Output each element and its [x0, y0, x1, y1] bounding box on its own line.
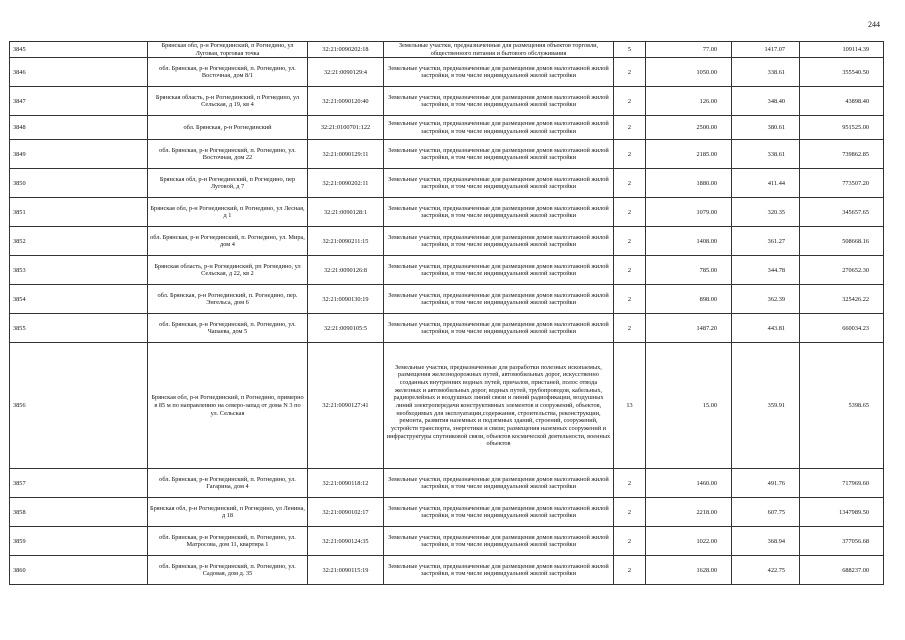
group-cell: 2: [614, 87, 646, 116]
rate-cell: 320.35: [732, 198, 800, 227]
row-number: 3858: [10, 498, 148, 527]
cadastral-value-cell: 325426.22: [800, 285, 884, 314]
cadastral-value-cell: 355540.50: [800, 58, 884, 87]
area-cell: 77.00: [646, 42, 732, 58]
area-cell: 2500.00: [646, 116, 732, 140]
cadastral-value-cell: 1347989.50: [800, 498, 884, 527]
rate-cell: 348.40: [732, 87, 800, 116]
table-row: [10, 169, 884, 198]
area-cell: 15.00: [646, 343, 732, 469]
table-row: [10, 498, 884, 527]
row-number: 3850: [10, 169, 148, 198]
group-cell: 2: [614, 256, 646, 285]
land-purpose-cell: Земельные участки, предназначенные для размещения домов малоэтажной жилой застройки, в том числе индивидуальной жилой застройки: [384, 556, 614, 585]
cadastral-value-cell: 773507.20: [800, 169, 884, 198]
area-cell: 1408.00: [646, 227, 732, 256]
land-purpose-cell: Земельные участки, предназначенные для размещения домов малоэтажной жилой застройки, в том числе индивидуальной жилой застройки: [384, 58, 614, 87]
table-row: [10, 227, 884, 256]
group-cell: 2: [614, 198, 646, 227]
rate-cell: 368.94: [732, 527, 800, 556]
cadastral-number-cell: 32:21:0090202:11: [308, 169, 384, 198]
row-number: 3853: [10, 256, 148, 285]
cadastral-value-cell: 739862.85: [800, 140, 884, 169]
row-number: 3851: [10, 198, 148, 227]
group-cell: 5: [614, 42, 646, 58]
row-number: 3859: [10, 527, 148, 556]
table-row: [10, 343, 884, 469]
land-purpose-cell: Земельные участки, предназначенные для размещения домов малоэтажной жилой застройки, в том числе индивидуальной жилой застройки: [384, 198, 614, 227]
land-purpose-cell: Земельные участки, предназначенные для размещения домов малоэтажной жилой застройки, в том числе индивидуальной жилой застройки: [384, 227, 614, 256]
address-cell: Брянская обл, р-н Рогнединский, п Рогнедино, пер Луговой, д 7: [148, 169, 308, 198]
land-purpose-cell: Земельные участки, предназначенные для размещения объектов торговли, общественного питания и бытового обслуживания: [384, 42, 614, 58]
row-number: 3856: [10, 343, 148, 469]
group-cell: 2: [614, 556, 646, 585]
row-number: 3855: [10, 314, 148, 343]
land-purpose-cell: Земельные участки, предназначенные для размещения домов малоэтажной жилой застройки, в том числе индивидуальной жилой застройки: [384, 140, 614, 169]
area-cell: 2218.00: [646, 498, 732, 527]
table-row: [10, 140, 884, 169]
row-number: 3854: [10, 285, 148, 314]
land-purpose-cell: Земельные участки, предназначенные для размещения домов малоэтажной жилой застройки, в том числе индивидуальной жилой застройки: [384, 527, 614, 556]
address-cell: Брянская область, р-н Рогнединский, рп Рогнедино, ул Сельская, д 22, кв 2: [148, 256, 308, 285]
cadastral-value-cell: 377056.68: [800, 527, 884, 556]
table-row: [10, 556, 884, 585]
land-purpose-cell: Земельные участки, предназначенные для размещения домов малоэтажной жилой застройки, в том числе индивидуальной жилой застройки: [384, 256, 614, 285]
area-cell: 1487.20: [646, 314, 732, 343]
address-cell: Брянская обл, р-н Рогнединский, п Рогнедино, примерно в 85 м по направлению на северо-запад от дома N 3 по ул. Сельская: [148, 343, 308, 469]
rate-cell: 338.61: [732, 58, 800, 87]
cadastral-value-cell: 717969.60: [800, 469, 884, 498]
row-number: 3848: [10, 116, 148, 140]
cadastral-value-cell: 43898.40: [800, 87, 884, 116]
rate-cell: 359.91: [732, 343, 800, 469]
rate-cell: 361.27: [732, 227, 800, 256]
table-row: [10, 527, 884, 556]
rate-cell: 338.61: [732, 140, 800, 169]
area-cell: 1022.00: [646, 527, 732, 556]
cadastral-number-cell: 32:21:0090126:8: [308, 256, 384, 285]
address-cell: обл. Брянская, р-н Рогнединский, п. Рогнедино, ул. Восточная, дом 22: [148, 140, 308, 169]
cadastral-number-cell: 32:21:0090202:18: [308, 42, 384, 58]
land-purpose-cell: Земельные участки, предназначенные для разработки полезных ископаемых, размещения железнодорожных путей, автомобильных дорог, искусственно созданных внутренних водных путей, причалов, пристаней, полос отвода железных и автомобильных дорог, водных путей, трубопроводов, кабельных, радиорелейных и воздушных линий связи и линий радиофикации, воздушных линий электропередачи конструктивных элементов и сооружений, объектов, необходимых для эксплуатации,содержания, строительства, реконструкции, ремонта, развития наземных и подземных зданий, строений, сооружений, устройств транспорта, энергетики и связи; размещения наземных сооружений и инфраструктуры спутниковой связи, объектов космической деятельности, военных объектов: [384, 343, 614, 469]
cadastral-number-cell: 32:21:0090128:1: [308, 198, 384, 227]
row-number: 3846: [10, 58, 148, 87]
land-purpose-cell: Земельные участки, предназначенные для размещения домов малоэтажной жилой застройки, в том числе индивидуальной жилой застройки: [384, 87, 614, 116]
address-cell: Брянская область, р-н Рогнединский, п Рогнедино, ул Сельская, д 19, кв 4: [148, 87, 308, 116]
area-cell: 126.00: [646, 87, 732, 116]
address-cell: обл. Брянская, р-н Рогнединский, п. Рогнедино, пер. Энгельса, дом 6: [148, 285, 308, 314]
group-cell: 2: [614, 314, 646, 343]
cadastral-value-cell: 951525.00: [800, 116, 884, 140]
row-number: 3849: [10, 140, 148, 169]
cadastral-number-cell: 32:21:0090129:4: [308, 58, 384, 87]
group-cell: 2: [614, 527, 646, 556]
address-cell: обл. Брянская, р-н Рогнединский, п. Рогнедино, ул. Садовая, дом д. 35: [148, 556, 308, 585]
rate-cell: 362.39: [732, 285, 800, 314]
table-row: [10, 116, 884, 140]
group-cell: 2: [614, 140, 646, 169]
cadastral-number-cell: 32:21:0100701:122: [308, 116, 384, 140]
cadastral-number-cell: 32:21:0090115:19: [308, 556, 384, 585]
row-number: 3845: [10, 42, 148, 58]
land-purpose-cell: Земельные участки, предназначенные для размещения домов малоэтажной жилой застройки, в том числе индивидуальной жилой застройки: [384, 314, 614, 343]
area-cell: 898.00: [646, 285, 732, 314]
cadastral-value-cell: 688237.00: [800, 556, 884, 585]
cadastral-value-cell: 660034.23: [800, 314, 884, 343]
address-cell: Брянская обл, р-н Рогнединский, п Рогнедино, ул Ленина, д 18: [148, 498, 308, 527]
land-purpose-cell: Земельные участки, предназначенные для размещения домов малоэтажной жилой застройки, в том числе индивидуальной жилой застройки: [384, 169, 614, 198]
area-cell: 2185.00: [646, 140, 732, 169]
table-row: [10, 42, 884, 58]
area-cell: 1050.00: [646, 58, 732, 87]
land-purpose-cell: Земельные участки, предназначенные для размещения домов малоэтажной жилой застройки, в том числе индивидуальной жилой застройки: [384, 116, 614, 140]
table-row: [10, 285, 884, 314]
table-row: [10, 198, 884, 227]
area-cell: 1628.00: [646, 556, 732, 585]
address-cell: обл. Брянская, р-н Рогнединский, п. Рогнедино, ул. Гагарина, дом 4: [148, 469, 308, 498]
cadastral-value-cell: 5398.65: [800, 343, 884, 469]
rate-cell: 380.61: [732, 116, 800, 140]
table-row: [10, 469, 884, 498]
row-number: 3860: [10, 556, 148, 585]
row-number: 3847: [10, 87, 148, 116]
rate-cell: 607.75: [732, 498, 800, 527]
cadastral-value-cell: 270652.30: [800, 256, 884, 285]
rate-cell: 491.76: [732, 469, 800, 498]
land-purpose-cell: Земельные участки, предназначенные для размещения домов малоэтажной жилой застройки, в том числе индивидуальной жилой застройки: [384, 498, 614, 527]
group-cell: 2: [614, 116, 646, 140]
table-row: [10, 314, 884, 343]
table-row: [10, 58, 884, 87]
address-cell: Брянская обл, р-н Рогнединский, п Рогнедино, ул Луговая, торговая точка: [148, 42, 308, 58]
cadastral-number-cell: 32:21:0090118:12: [308, 469, 384, 498]
rate-cell: 344.78: [732, 256, 800, 285]
address-cell: обл. Брянская, р-н Рогнединский, п. Рогнедино, ул. Чапаева, дом 5: [148, 314, 308, 343]
page-number: 244: [868, 20, 880, 29]
table-row: [10, 256, 884, 285]
row-number: 3852: [10, 227, 148, 256]
land-purpose-cell: Земельные участки, предназначенные для размещения домов малоэтажной жилой застройки, в том числе индивидуальной жилой застройки: [384, 285, 614, 314]
area-cell: 1880.00: [646, 169, 732, 198]
rate-cell: 1417.07: [732, 42, 800, 58]
address-cell: обл. Брянская, р-н Рогнединский, п. Рогнедино, ул. Матросова, дом 11, квартира 1: [148, 527, 308, 556]
rate-cell: 443.81: [732, 314, 800, 343]
cadastral-value-cell: 508668.16: [800, 227, 884, 256]
area-cell: 1460.00: [646, 469, 732, 498]
cadastral-number-cell: 32:21:0090129:11: [308, 140, 384, 169]
cadastral-number-cell: 32:21:0090130:19: [308, 285, 384, 314]
group-cell: 13: [614, 343, 646, 469]
cadastral-number-cell: 32:21:0090105:5: [308, 314, 384, 343]
group-cell: 2: [614, 227, 646, 256]
address-cell: обл. Брянская, р-н Рогнединский: [148, 116, 308, 140]
group-cell: 2: [614, 498, 646, 527]
rate-cell: 411.44: [732, 169, 800, 198]
cadastral-number-cell: 32:21:0090120:40: [308, 87, 384, 116]
cadastral-number-cell: 32:21:0090211:15: [308, 227, 384, 256]
area-cell: 1079.00: [646, 198, 732, 227]
group-cell: 2: [614, 58, 646, 87]
group-cell: 2: [614, 169, 646, 198]
group-cell: 2: [614, 285, 646, 314]
cadastral-value-table: [9, 41, 884, 585]
land-purpose-cell: Земельные участки, предназначенные для размещения домов малоэтажной жилой застройки, в том числе индивидуальной жилой застройки: [384, 469, 614, 498]
table-row: [10, 87, 884, 116]
address-cell: обл. Брянская, р-н Рогнединский, п. Рогнедино, ул. Мира, дом 4: [148, 227, 308, 256]
cadastral-number-cell: 32:21:0090102:17: [308, 498, 384, 527]
rate-cell: 422.75: [732, 556, 800, 585]
cadastral-number-cell: 32:21:0090124:35: [308, 527, 384, 556]
address-cell: обл. Брянская, р-н Рогнединский, п. Рогнедино, ул. Восточная, дом 8/1: [148, 58, 308, 87]
address-cell: Брянская обл, р-н Рогнединский, п Рогнедино, ул Лесная, д 1: [148, 198, 308, 227]
cadastral-number-cell: 32:21:0090127:41: [308, 343, 384, 469]
group-cell: 2: [614, 469, 646, 498]
area-cell: 785.00: [646, 256, 732, 285]
cadastral-value-cell: 345657.65: [800, 198, 884, 227]
row-number: 3857: [10, 469, 148, 498]
cadastral-value-cell: 109114.39: [800, 42, 884, 58]
